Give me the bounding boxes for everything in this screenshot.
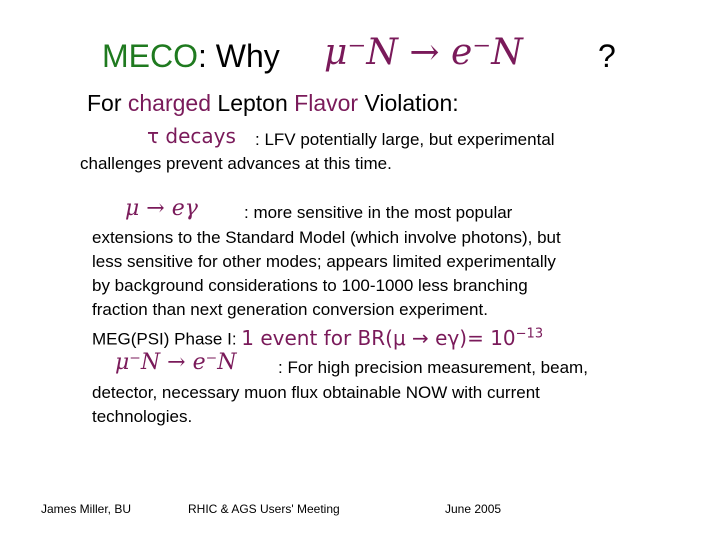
point-mueg-line-2: extensions to the Standard Model (which involve photons), but: [92, 228, 561, 247]
title-equation: μ⁻N → e⁻N: [324, 32, 523, 73]
subtitle-charged: charged: [127, 90, 212, 116]
point-conversion-symbol: μ⁻N → e⁻N: [115, 350, 237, 375]
point-mueg-line-5: fraction than next generation conversion experiment.: [92, 300, 488, 319]
meg-formula: 1 event for $BR(\mu \to e\gamma)= 10^{-13}$: [241, 325, 544, 350]
subtitle-violation: Violation: [358, 90, 453, 116]
footer-meeting: RHIC & AGS Users' Meeting: [188, 502, 340, 516]
title-question-mark: ?: [598, 38, 616, 74]
point-conversion-line-3: technologies.: [92, 407, 193, 426]
meg-line: [92, 322, 561, 352]
point-conversion-line-2: detector, necessary muon flux obtainable NOW with current: [92, 383, 540, 402]
title-why: : Why: [198, 38, 280, 74]
subtitle-lepton: Lepton: [211, 90, 295, 116]
point-mueg-line-3: less sensitive for other modes; appears limited experimentally: [92, 252, 556, 271]
point-conversion-line-1: : For high precision measurement, beam,: [278, 358, 588, 377]
point-conversion-body: [92, 381, 540, 429]
point-tau-symbol: τ decays: [147, 124, 236, 148]
point-mueg-symbol: μ → eγ: [125, 196, 198, 221]
point-mueg-body: [92, 226, 561, 352]
subtitle-prefix: For: [87, 90, 128, 116]
footer-date: June 2005: [445, 502, 502, 516]
point-tau-line-1: : LFV potentially large, but experimental: [255, 130, 555, 149]
point-tau-line-2: challenges prevent advances at this time.: [80, 154, 392, 173]
title-meco: MECO: [102, 38, 198, 74]
subtitle-flavor: Flavor: [294, 90, 359, 116]
slide-title: [102, 32, 616, 75]
slide-subtitle: [87, 90, 459, 117]
meg-exponent: −13: [515, 326, 544, 341]
point-mueg-line-4: by background considerations to 100-1000 less branching: [92, 276, 528, 295]
footer-author: James Miller, BU: [41, 502, 132, 516]
subtitle-colon: :: [452, 90, 459, 116]
point-mueg-line-1: : more sensitive in the most popular: [244, 203, 513, 222]
meg-label: MEG(PSI) Phase I:: [92, 329, 242, 349]
